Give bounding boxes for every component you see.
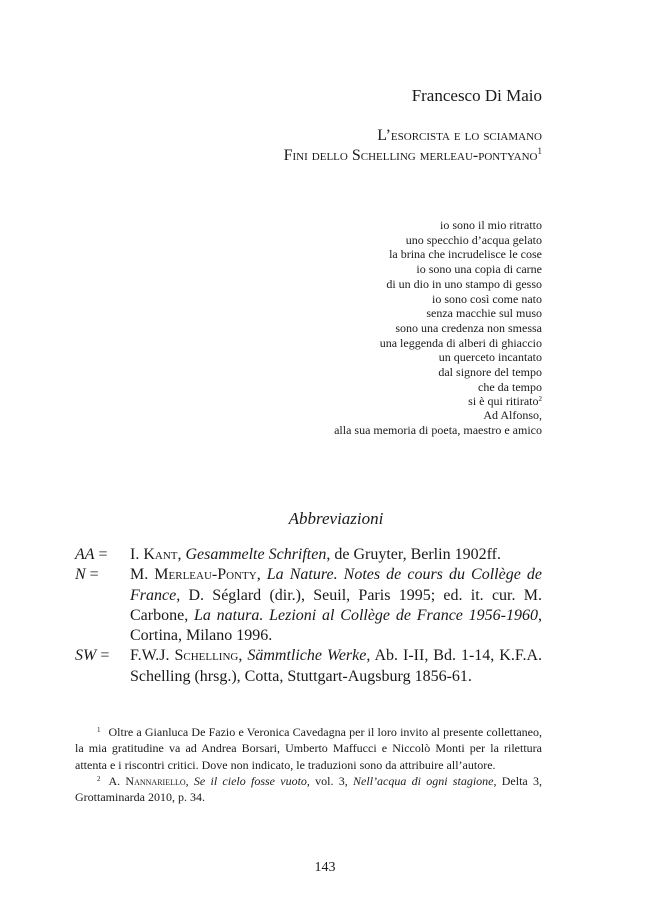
entry-edition: , D. Séglard (dir.), Seuil, Paris 1995; ed. it. cur. M. Carbone, [130, 586, 542, 624]
entry-work-title: La Nature. Notes de cours du Collège de France [130, 566, 542, 604]
page-number: 143 [314, 860, 336, 875]
entry-work-title: Sämmtliche Werke [247, 647, 367, 665]
poem-line [380, 365, 542, 380]
footnote-text: Oltre a Gianluca De Fazio e Veronica Cavedagna per il loro invito al presente collettaneo, la mia gratitudine va ad Andrea Borsari, Umberto Maffucci e Niccolò Monti per la rilettura attenta e i riscontri critici. Dove non indicato, le traduzioni sono da attribuire all’autore. [75, 725, 542, 772]
poem-line-text: sono una credenza non smessa [395, 320, 542, 335]
entry-work-title: Gesammelte Schriften [185, 546, 327, 563]
abbreviations-list [75, 545, 542, 687]
abbreviation-key-text: AA [75, 546, 95, 563]
epigraph-poem [380, 218, 542, 409]
footnote-volume: , vol. 3, [306, 773, 354, 788]
abbreviation-key [75, 545, 108, 565]
footnote-2 [75, 773, 542, 806]
footnote-publication: , Delta 3, Grottaminarda 2010, p. 34. [75, 773, 542, 805]
entry-separator: , [238, 647, 248, 665]
title-line-1: L’esorcista e lo sciamano [377, 127, 542, 144]
entry-separator: , [177, 546, 186, 563]
poem-line [380, 394, 542, 409]
footnote-volume-title: Nell’acqua di ogni stagione [353, 773, 494, 788]
poem-line [380, 262, 542, 277]
abbreviation-key [75, 646, 109, 666]
poem-line [380, 233, 542, 248]
poem-line-text: senza macchie sul muso [426, 306, 542, 321]
author-name: Francesco Di Maio [411, 86, 542, 105]
abbreviation-equals: = [85, 566, 99, 584]
entry-author: M. Merleau-Ponty [130, 566, 257, 584]
entry-author: F.W.J. Schelling [130, 647, 239, 665]
dedication-line-2: alla sua memoria di poeta, maestro e amico [334, 423, 542, 437]
dedication [334, 408, 542, 438]
abbreviation-entry-n [75, 565, 542, 646]
title-line-2-text: Fini dello Schelling merleau-pontyano [283, 147, 538, 164]
poem-line [380, 306, 542, 321]
poem-line-text: che da tempo [478, 379, 542, 394]
footnote-ref-1[interactable]: 1 [537, 146, 542, 156]
poem-line-text: uno specchio d’acqua gelato [405, 232, 542, 247]
poem-line-text: la brina che incrudelisce le cose [389, 247, 542, 262]
poem-line [380, 380, 542, 395]
title-line-2 [284, 146, 542, 166]
poem-line [380, 247, 542, 262]
entry-publication: , de Gruyter, Berlin 1902ff. [326, 546, 501, 563]
abbreviation-key [75, 565, 99, 585]
poem-line-text: io sono così come nato [432, 291, 542, 306]
entry-author: I. Kant [130, 546, 178, 563]
footnotes [75, 724, 542, 805]
abbreviations-heading: Abbreviazioni [288, 509, 384, 528]
footnote-number: 2 [97, 774, 101, 783]
poem-line [380, 336, 542, 351]
footnote-number: 1 [97, 726, 101, 734]
abbreviation-key-text: N [75, 566, 86, 584]
poem-line-text: io sono una copia di carne [416, 262, 542, 277]
abbreviation-entry-sw [75, 646, 542, 687]
poem-line-text: una leggenda di alberi di ghiaccio [379, 335, 542, 350]
poem-line-text: dal signore del tempo [438, 365, 542, 380]
poem-line [380, 277, 542, 292]
abbreviation-equals: = [96, 647, 110, 665]
abbreviation-equals: = [94, 546, 108, 563]
poem-line [380, 218, 542, 233]
footnote-ref-2[interactable]: 2 [538, 395, 542, 404]
poem-line [380, 292, 542, 307]
dedication-line-1: Ad Alfonso, [483, 408, 542, 422]
entry-publication: , Cortina, Milano 1996. [130, 606, 543, 645]
entry-translation-title: La natura. Lezioni al Collège de France 1956-1960 [194, 606, 539, 624]
footnote-1 [75, 724, 542, 773]
footnote-author: A. Nannariello [108, 773, 186, 788]
entry-separator: , [256, 566, 267, 584]
abbreviation-entry-aa [75, 545, 542, 565]
poem-line-text: un querceto incantato [438, 350, 542, 365]
abbreviation-key-text: SW [75, 647, 97, 665]
entry-publication: , Ab. I-II, Bd. 1-14, K.F.A. Schelling (hrsg.), Cotta, Stuttgart-Augsburg 1856-61. [130, 647, 542, 685]
poem-line [380, 321, 542, 336]
poem-line-text: di un dio in uno stampo di gesso [386, 276, 542, 291]
poem-line-text: io sono il mio ritratto [440, 218, 542, 232]
footnote-separator: , [185, 773, 194, 788]
poem-line [380, 350, 542, 365]
footnote-work-title: Se il cielo fosse vuoto [193, 773, 307, 788]
poem-line-text: si è qui ritirato [468, 394, 539, 409]
article-title [284, 126, 542, 166]
